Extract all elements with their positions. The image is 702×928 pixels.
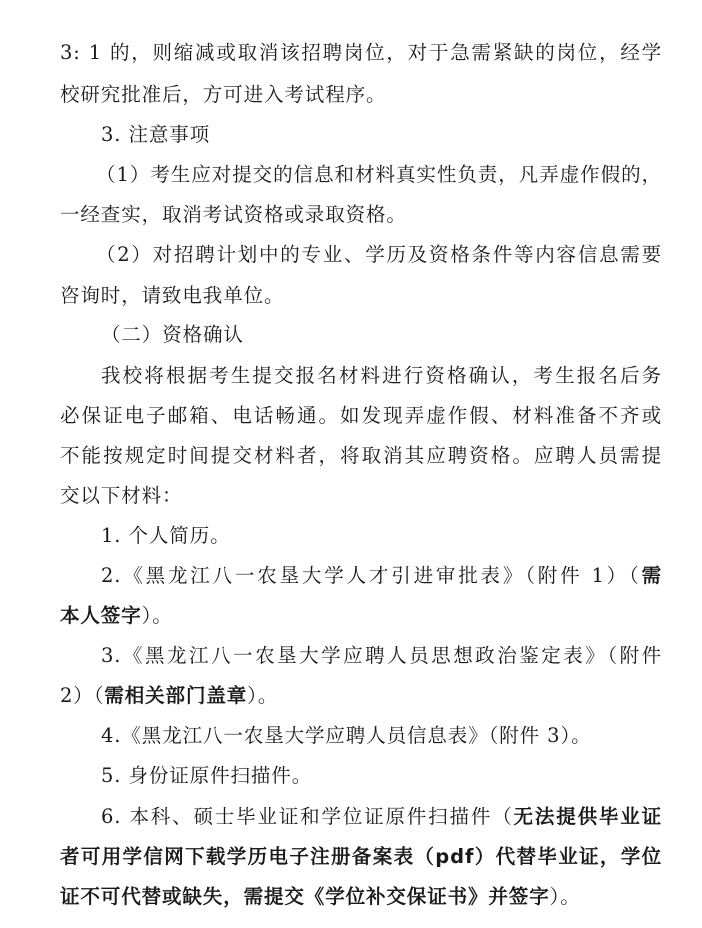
list-item-continuation: [60, 882, 662, 912]
emphasis-text: 无法提供毕业证: [513, 805, 662, 828]
list-item-continuation: [60, 601, 662, 631]
emphasis-text: 需: [641, 564, 662, 587]
list-item-text: ）。: [549, 885, 581, 908]
emphasis-text: 证不可代替或缺失，需提交《学位补交保证书》并签字: [60, 885, 550, 908]
list-item-text: ）。: [141, 604, 173, 627]
paragraph-line: 3: 1 的，则缩减或取消该招聘岗位，对于急需紧缺的岗位，经学: [60, 41, 662, 64]
paragraph-line: 交以下材料：: [60, 484, 183, 507]
list-item-continuation: [60, 681, 662, 711]
paragraph-line: 必保证电子邮箱、电话畅通。如发现弄虚作假、材料准备不齐或: [60, 404, 662, 427]
paragraph-line: 我校将根据考生提交报名材料进行资格确认，考生报名后务: [101, 364, 662, 387]
list-item: 5. 身份证原件扫描件。: [101, 764, 313, 787]
list-item-text: 2.《黑龙江八一农垦大学人才引进审批表》（附件 1）（: [101, 564, 642, 587]
emphasis-text: 本人签字: [60, 604, 142, 627]
paragraph-line: 一经查实，取消考试资格或录取资格。: [60, 203, 407, 226]
paragraph-line: 不能按规定时间提交材料者，将取消其应聘资格。应聘人员需提: [60, 444, 662, 467]
paragraph-line: 咨询时，请致电我单位。: [60, 284, 285, 307]
paragraph-line: 校研究批准后，方可进入考试程序。: [60, 83, 387, 106]
list-item: 3.《黑龙江八一农垦大学应聘人员思想政治鉴定表》（附件: [101, 644, 662, 667]
emphasis-text: 需相关部门盖章: [104, 684, 248, 707]
paragraph-line: （2）对招聘计划中的专业、学历及资格条件等内容信息需要: [96, 243, 662, 266]
list-item: [101, 802, 662, 832]
section-heading: （二）资格确认: [101, 323, 244, 346]
list-item: [101, 561, 662, 591]
list-item: 1. 个人简历。: [101, 524, 231, 547]
list-item-text: 6. 本科、硕士毕业证和学位证原件扫描件（: [101, 805, 514, 828]
section-heading: 3. 注意事项: [101, 123, 211, 146]
list-item-text: 2）（: [60, 684, 105, 707]
list-item-text: ）。: [247, 684, 279, 707]
emphasis-text: 者可用学信网下载学历电子注册备案表（pdf）代替毕业证，学位: [60, 845, 662, 868]
paragraph-line: （1）考生应对提交的信息和材料真实性负责，凡弄虚作假的，: [96, 163, 662, 186]
list-item: 4.《黑龙江八一农垦大学应聘人员信息表》（附件 3）。: [101, 724, 592, 747]
